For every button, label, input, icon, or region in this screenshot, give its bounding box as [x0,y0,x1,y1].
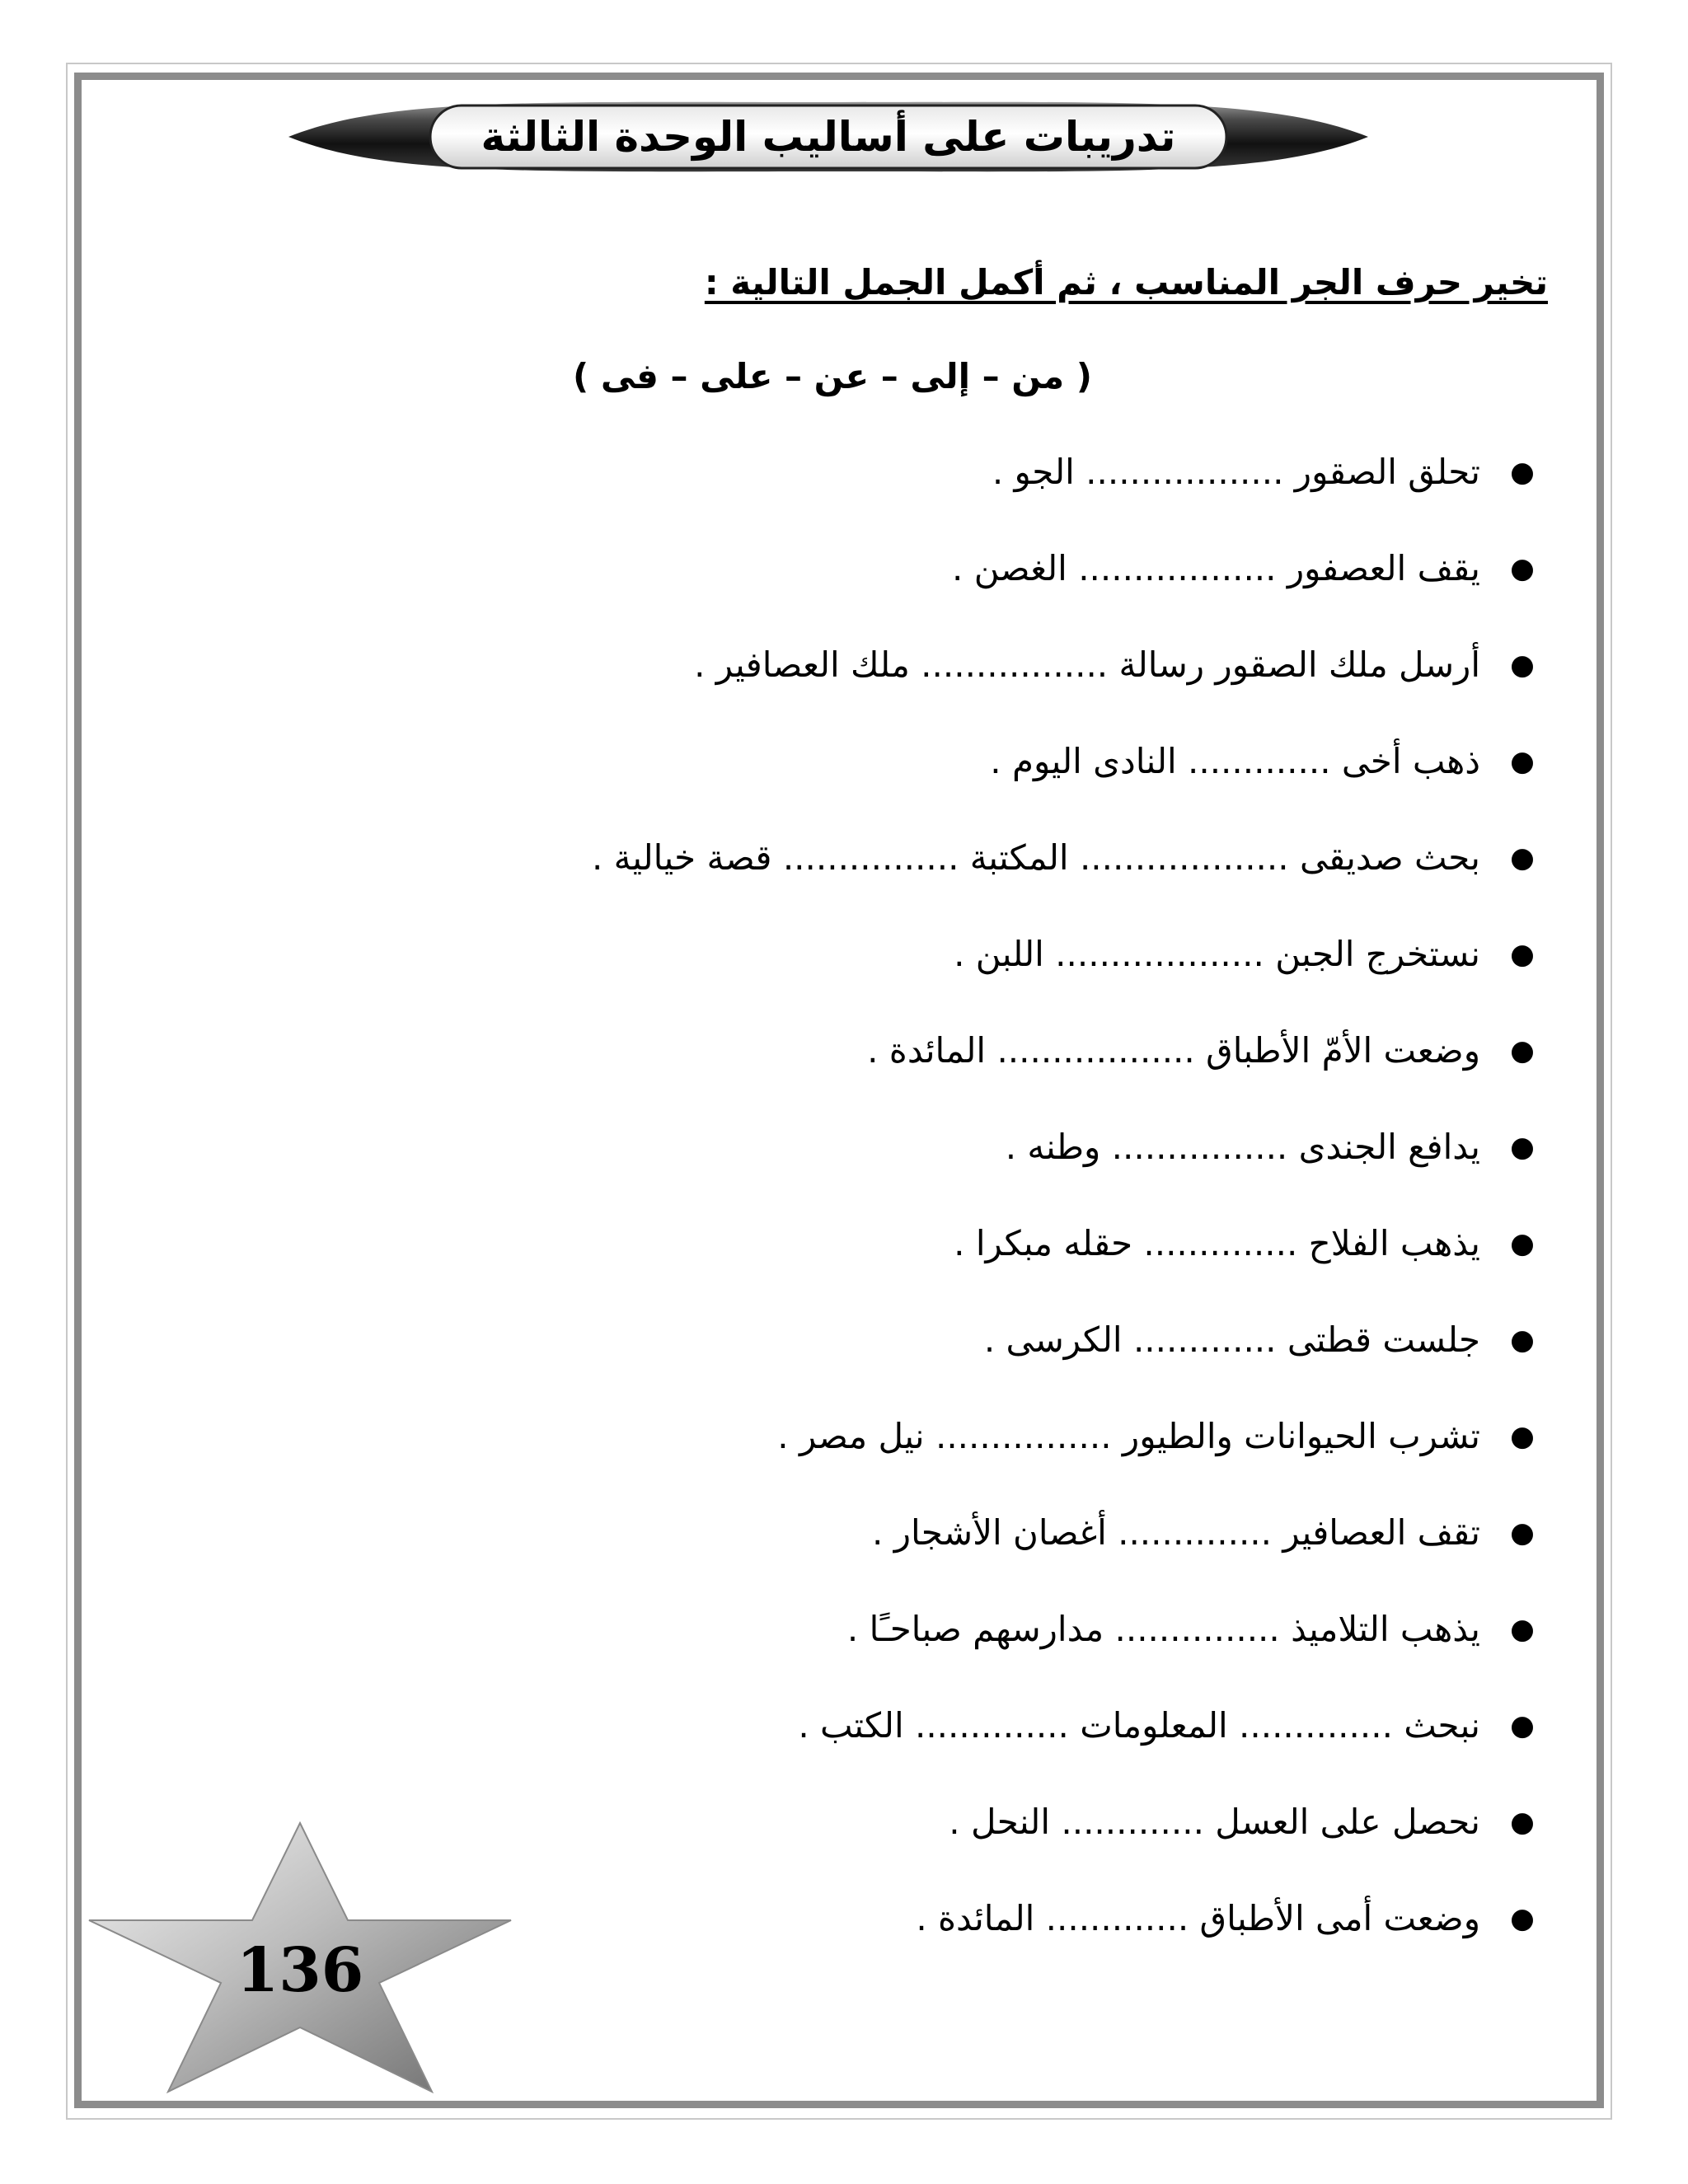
exercise-item [312,837,1548,934]
bullet-icon: ● [1510,1806,1535,1839]
bullet-icon: ● [1510,1034,1535,1067]
bullet-icon: ● [1510,1131,1535,1164]
exercise-item [312,1127,1548,1223]
bullet-icon: ● [1510,841,1535,874]
exercise-sentence: وضعت أمى الأطباق ............. المائدة . [916,1898,1480,1938]
bullet-icon: ● [1510,456,1535,489]
preposition-options: ( من – إلى – عن – على – فى ) [573,356,1092,396]
bullet-icon: ● [1510,1902,1535,1935]
exercise-item [312,1609,1548,1705]
title-banner [288,97,1368,176]
page-title: تدريبات على أساليب الوحدة الثالثة [481,113,1176,161]
bullet-icon: ● [1510,1516,1535,1549]
exercise-sentence: نحصل على العسل ............. النحل . [949,1802,1480,1842]
exercise-item [312,1705,1548,1802]
page-number: 136 [236,1935,364,2006]
exercise-item [312,1416,1548,1512]
exercise-sentence: أرسل ملك الصقور رسالة ................. ملك العصافير . [694,644,1480,685]
exercise-sentence: يذهب الفلاح .............. حقله مبكرا . [954,1223,1480,1263]
exercise-sentence: تقف العصافير .............. أغصان الأشجار . [872,1512,1480,1553]
exercise-item [312,644,1548,741]
exercise-item [312,452,1548,548]
exercise-item [312,1223,1548,1319]
exercise-item [312,1319,1548,1416]
exercise-sentence: يذهب التلاميذ ............... مدارسهم صباحـًا . [846,1609,1480,1649]
exercise-sentence: ذهب أخى ............. النادى اليوم . [990,741,1480,781]
exercise-sentence: يدافع الجندى ................ وطنه . [1005,1127,1480,1167]
bullet-icon: ● [1510,552,1535,585]
exercise-sentence: تشرب الحيوانات والطيور ................ نيل مصر . [777,1416,1480,1456]
exercise-item [312,548,1548,644]
bullet-icon: ● [1510,938,1535,971]
exercise-item [312,1512,1548,1609]
exercise-list [312,452,1548,1994]
bullet-icon: ● [1510,745,1535,778]
bullet-icon: ● [1510,1420,1535,1453]
bullet-icon: ● [1510,1709,1535,1742]
instruction-heading: تخير حرف الجر المناسب ، ثم أكمل الجمل التالية : [704,262,1548,302]
exercise-item [312,934,1548,1030]
exercise-sentence: وضعت الأمّ الأطباق .................. المائدة . [867,1030,1480,1071]
exercise-sentence: جلست قطتى ............. الكرسى . [983,1319,1480,1360]
exercise-sentence: يقف العصفور .................. الغصن . [952,548,1480,588]
exercise-item [312,1030,1548,1127]
exercise-sentence: نستخرج الجبن ................... اللبن . [954,934,1480,974]
exercise-sentence: تحلق الصقور .................. الجو . [992,452,1480,492]
exercise-item [312,741,1548,837]
bullet-icon: ● [1510,1227,1535,1260]
bullet-icon: ● [1510,1613,1535,1646]
bullet-icon: ● [1510,1324,1535,1357]
bullet-icon: ● [1510,649,1535,682]
exercise-sentence: نبحث .............. المعلومات .............. الكتب . [798,1705,1480,1746]
exercise-sentence: بحث صديقى ................... المكتبة ................ قصة خيالية . [591,837,1480,878]
